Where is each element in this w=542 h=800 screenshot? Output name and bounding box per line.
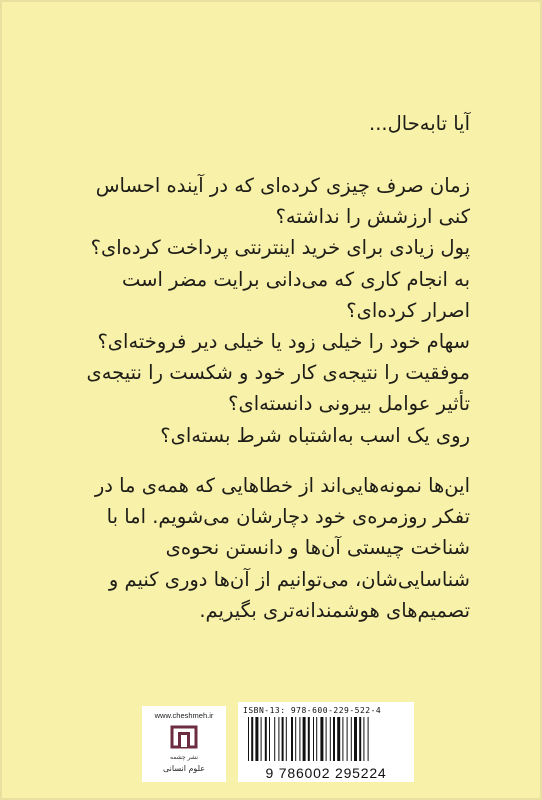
isbn-text: ISBN-13: 978-600-229-522-4 (243, 706, 382, 715)
question-line: تأثیر عوامل بیرونی دانسته‌ای؟ (228, 392, 470, 416)
question-line: سهام خود را خیلی زود یا خیلی دیر فروخته‌ای؟ (97, 329, 470, 353)
questions-block (60, 170, 470, 451)
question-line: روی یک اسب به‌اشتباه شرط بسته‌ای؟ (160, 423, 470, 447)
summary-line: شناسایی‌شان، می‌توانیم از آن‌ها دوری کنیم و (108, 567, 470, 591)
publisher-imprint: علوم انسانی (163, 764, 205, 773)
publisher-website: www.cheshmeh.ir (154, 711, 214, 720)
question-line: پول زیادی برای خرید اینترنتی پرداخت کرده‌ای؟ (90, 236, 470, 260)
summary-paragraph (60, 470, 470, 626)
heading-block (60, 108, 470, 139)
question-line: موفقیت را نتیجه‌ی کار خود و شکست را نتیجه‌ی (86, 361, 470, 385)
isbn-barcode (238, 702, 414, 782)
summary-line: این‌ها نمونه‌هایی‌اند از خطاهایی که همه‌ی ما در (94, 474, 470, 497)
publisher-label (142, 706, 226, 782)
barcode-bars (246, 717, 406, 761)
summary-line: شناخت چیستی آن‌ها و دانستن نحوه‌ی (165, 536, 470, 560)
heading-line: آیا تابه‌حال... (369, 112, 470, 135)
barcode-digits: 9 786002 295224 (265, 765, 387, 781)
question-line: کنی ارزشش را نداشته؟ (275, 205, 470, 229)
question-line: اصرار کرده‌ای؟ (346, 298, 470, 322)
question-line: به انجام کاری که می‌دانی برایت مضر است (121, 267, 470, 291)
cheshmeh-logo-icon (142, 724, 226, 754)
publisher-name: نشر چشمه (170, 754, 198, 761)
question-line: زمان صرف چیزی کرده‌ای که در آینده احساس (95, 174, 470, 197)
summary-line: تصمیم‌های هوشمندانه‌تری بگیریم. (199, 598, 470, 622)
summary-line: تفکر روزمره‌ی خود دچارشان می‌شویم. اما با (106, 505, 470, 529)
